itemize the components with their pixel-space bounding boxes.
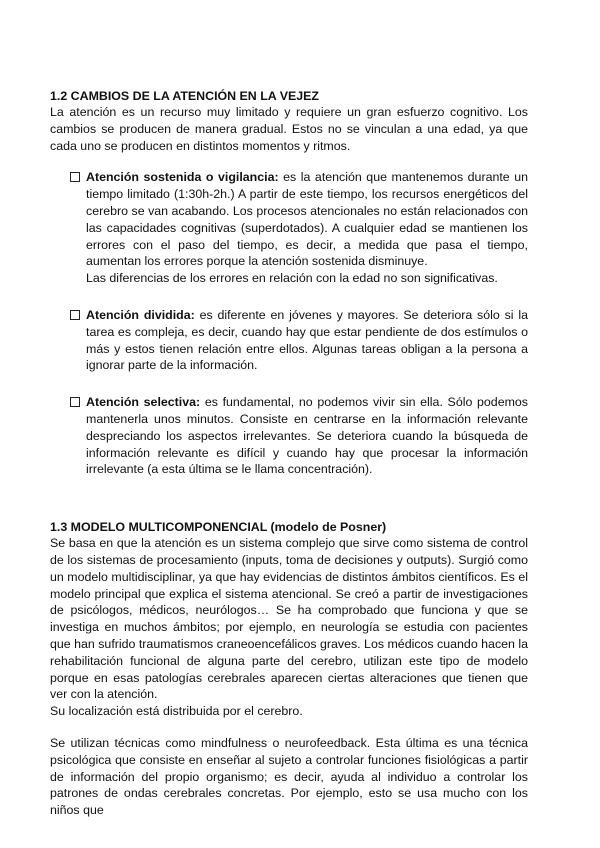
modelo-paragraph: Se basa en que la atención es un sistema complejo que sirve como sistema de control de los sistemas de procesamiento (inputs, toma de decisiones y outputs). Surgió como un modelo multidisciplinar, ya que hay evidencias de distintos ámbitos científicos. Es el modelo principal que explica el sistema atencional. Se creó a partir de investigaciones de psicólogos, médicos, neurólogos… Se ha comprobado que funciona y que se investiga en muchos ámbitos; por ejemplo, en neurología se estudia con pacientes que han sufrido traumatismos craneoencefálicos graves. Los médicos cuando hacen la rehabilitación funcional de alguna parte del cerebro, utilizan este tipo de modelo porque en esas patologías cerebrales aparecen ciertas alteraciones que tienen que ver con la atención. bbox=[50, 536, 529, 702]
term-description: es fundamental, no podemos vivir sin ella. Sólo podemos mantenerla unos minutos. Consiste en centrarse en la información relevante despreciando los aspectos irrelevantes. Se deteriora cuando la búsqueda de información relevante es difícil y cuando hay que procesar la información irrelevante (a esta última se le llama concentración). bbox=[86, 395, 528, 477]
list-item-selectiva bbox=[70, 394, 528, 478]
term-description: es diferente en jóvenes y mayores. Se deteriora sólo si la tarea es compleja, es decir, cuando hay que estar pendiente de dos estímulos o más y estos tienen relación entre ellos. Algunas tareas obligan a la persona a ignorar parte de la información. bbox=[86, 307, 528, 373]
list-item-dividida bbox=[70, 307, 528, 374]
section-intro: La atención es un recurso muy limitado y requiere un gran esfuerzo cognitivo. Los cambios se producen de manera gradual. Estos no se vinculan a una edad, ya que cada uno se producen en distintos momentos y ritmos. bbox=[50, 105, 528, 153]
checkbox-bullet-icon bbox=[70, 310, 80, 320]
localizacion-paragraph: Su localización está distribuida por el cerebro. bbox=[50, 704, 303, 719]
term-label: Atención selectiva: bbox=[86, 395, 201, 410]
term-label: Atención sostenida o vigilancia: bbox=[86, 170, 279, 185]
term-label: Atención dividida: bbox=[86, 307, 195, 322]
checkbox-bullet-icon bbox=[70, 397, 80, 407]
term-description: es la atención que mantenemos durante un tiempo limitado (1:30h-2h.) A partir de este tiempo, los recursos energéticos del cerebro se van acabando. Los procesos atencionales no están relacionados con las capacidades cognitivas (superdotados). A cualquier edad se mantienen los errores con el paso del tiempo, es decir, a medida que pasa el tiempo, aumentan los errores porque la atención sostenida disminuye. bbox=[86, 170, 529, 269]
tecnicas-paragraph: Se utilizan técnicas como mindfulness o neurofeedback. Esta última es una técnica psicológica que consiste en enseñar al sujeto a controlar funciones fisiológicas a partir de información del propio organismo; es decir, ayuda al individuo a controlar los patrones de ondas cerebrales concretas. Por ejemplo, esto se usa mucho con los niños que bbox=[50, 735, 528, 818]
term-extra-note: Las diferencias de los errores en relación con la edad no son significativas. bbox=[86, 271, 498, 286]
section-heading-cambios: 1.2 CAMBIOS DE LA ATENCIÓN EN LA VEJEZ bbox=[50, 89, 319, 103]
list-item-sostenida bbox=[70, 169, 528, 287]
section-heading-modelo: 1.3 MODELO MULTICOMPONENCIAL (modelo de Posner) bbox=[50, 520, 387, 535]
checkbox-bullet-icon bbox=[70, 172, 80, 182]
page-content bbox=[50, 88, 528, 819]
attention-types-list bbox=[50, 169, 528, 478]
